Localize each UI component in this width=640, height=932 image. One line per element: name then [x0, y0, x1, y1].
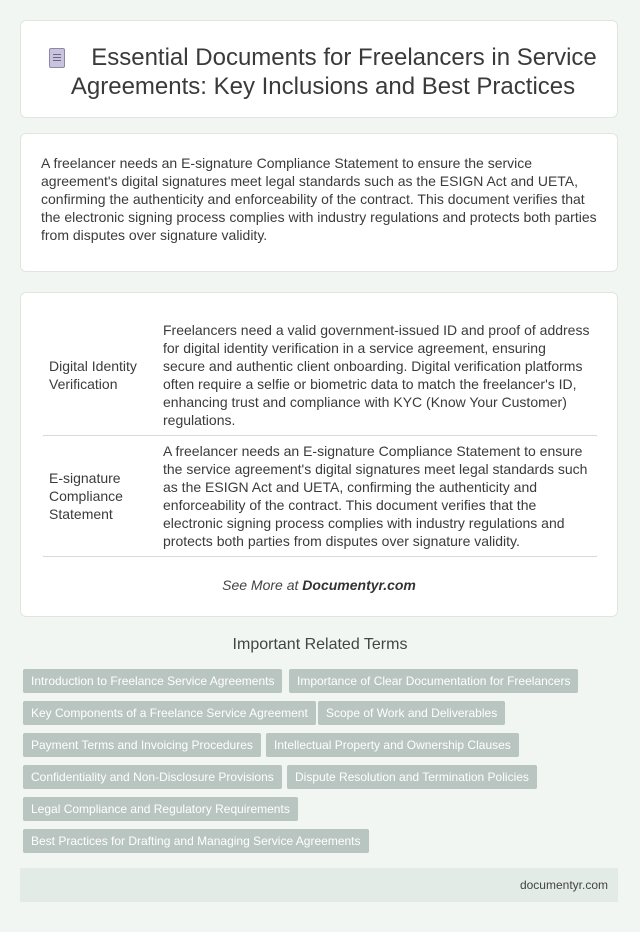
- related-term-tag[interactable]: Dispute Resolution and Termination Policies: [287, 765, 537, 789]
- documents-table-card: [20, 292, 618, 617]
- term-cell: E-signature Compliance Statement: [43, 436, 153, 557]
- term-cell: Digital Identity Verification: [43, 317, 153, 436]
- document-icon: [49, 48, 65, 68]
- see-more-prefix: See More at: [222, 577, 303, 593]
- intro-card: [20, 133, 618, 272]
- description-cell: A freelancer needs an E-signature Compliance Statement to ensure the service agreement's digital signatures meet legal standards such as the ESIGN Act and UETA, confirming the authenticity and enforceability of the contract. This document verifies that the electronic signing process complies with industry regulations and protects both parties from disputes over signature validity.: [153, 436, 597, 557]
- footer: [20, 868, 618, 902]
- title-card: [20, 20, 618, 118]
- related-term-tag[interactable]: Best Practices for Drafting and Managing Service Agreements: [23, 829, 369, 853]
- related-term-tag[interactable]: Legal Compliance and Regulatory Requirements: [23, 797, 298, 821]
- related-term-tag[interactable]: Payment Terms and Invoicing Procedures: [23, 733, 261, 757]
- page-title-text: Essential Documents for Freelancers in Service Agreements: Key Inclusions and Best Practices: [70, 44, 597, 100]
- related-terms-heading: Important Related Terms: [232, 636, 408, 653]
- page-title: [45, 43, 601, 101]
- related-term-tag[interactable]: Confidentiality and Non-Disclosure Provisions: [23, 765, 282, 789]
- table-row: [43, 436, 597, 557]
- related-term-tag[interactable]: Key Components of a Freelance Service Agreement: [23, 701, 316, 725]
- see-more-link[interactable]: Documentyr.com: [302, 577, 416, 593]
- table-row: [43, 317, 597, 436]
- related-term-tag[interactable]: Introduction to Freelance Service Agreements: [23, 669, 282, 693]
- description-cell: Freelancers need a valid government-issued ID and proof of address for digital identity verification in a service agreement, ensuring secure and authentic client onboarding. Digital verification platforms often require a selfie or biometric data to match the freelancer's ID, enhancing trust and compliance with KYC (Know Your Customer) regulations.: [153, 317, 597, 436]
- related-term-tag[interactable]: Importance of Clear Documentation for Freelancers: [289, 669, 578, 693]
- related-term-tag[interactable]: Intellectual Property and Ownership Clauses: [266, 733, 519, 757]
- intro-paragraph: A freelancer needs an E-signature Compliance Statement to ensure the service agreement's digital signatures meet legal standards such as the ESIGN Act and UETA, confirming the authenticity and enforceability of the contract. This document verifies that the electronic signing process complies with industry regulations and protects both parties from disputes over signature validity.: [41, 155, 597, 243]
- related-term-tag[interactable]: Scope of Work and Deliverables: [318, 701, 505, 725]
- see-more: [21, 577, 617, 593]
- footer-site[interactable]: documentyr.com: [519, 878, 608, 892]
- documents-table: [43, 317, 597, 557]
